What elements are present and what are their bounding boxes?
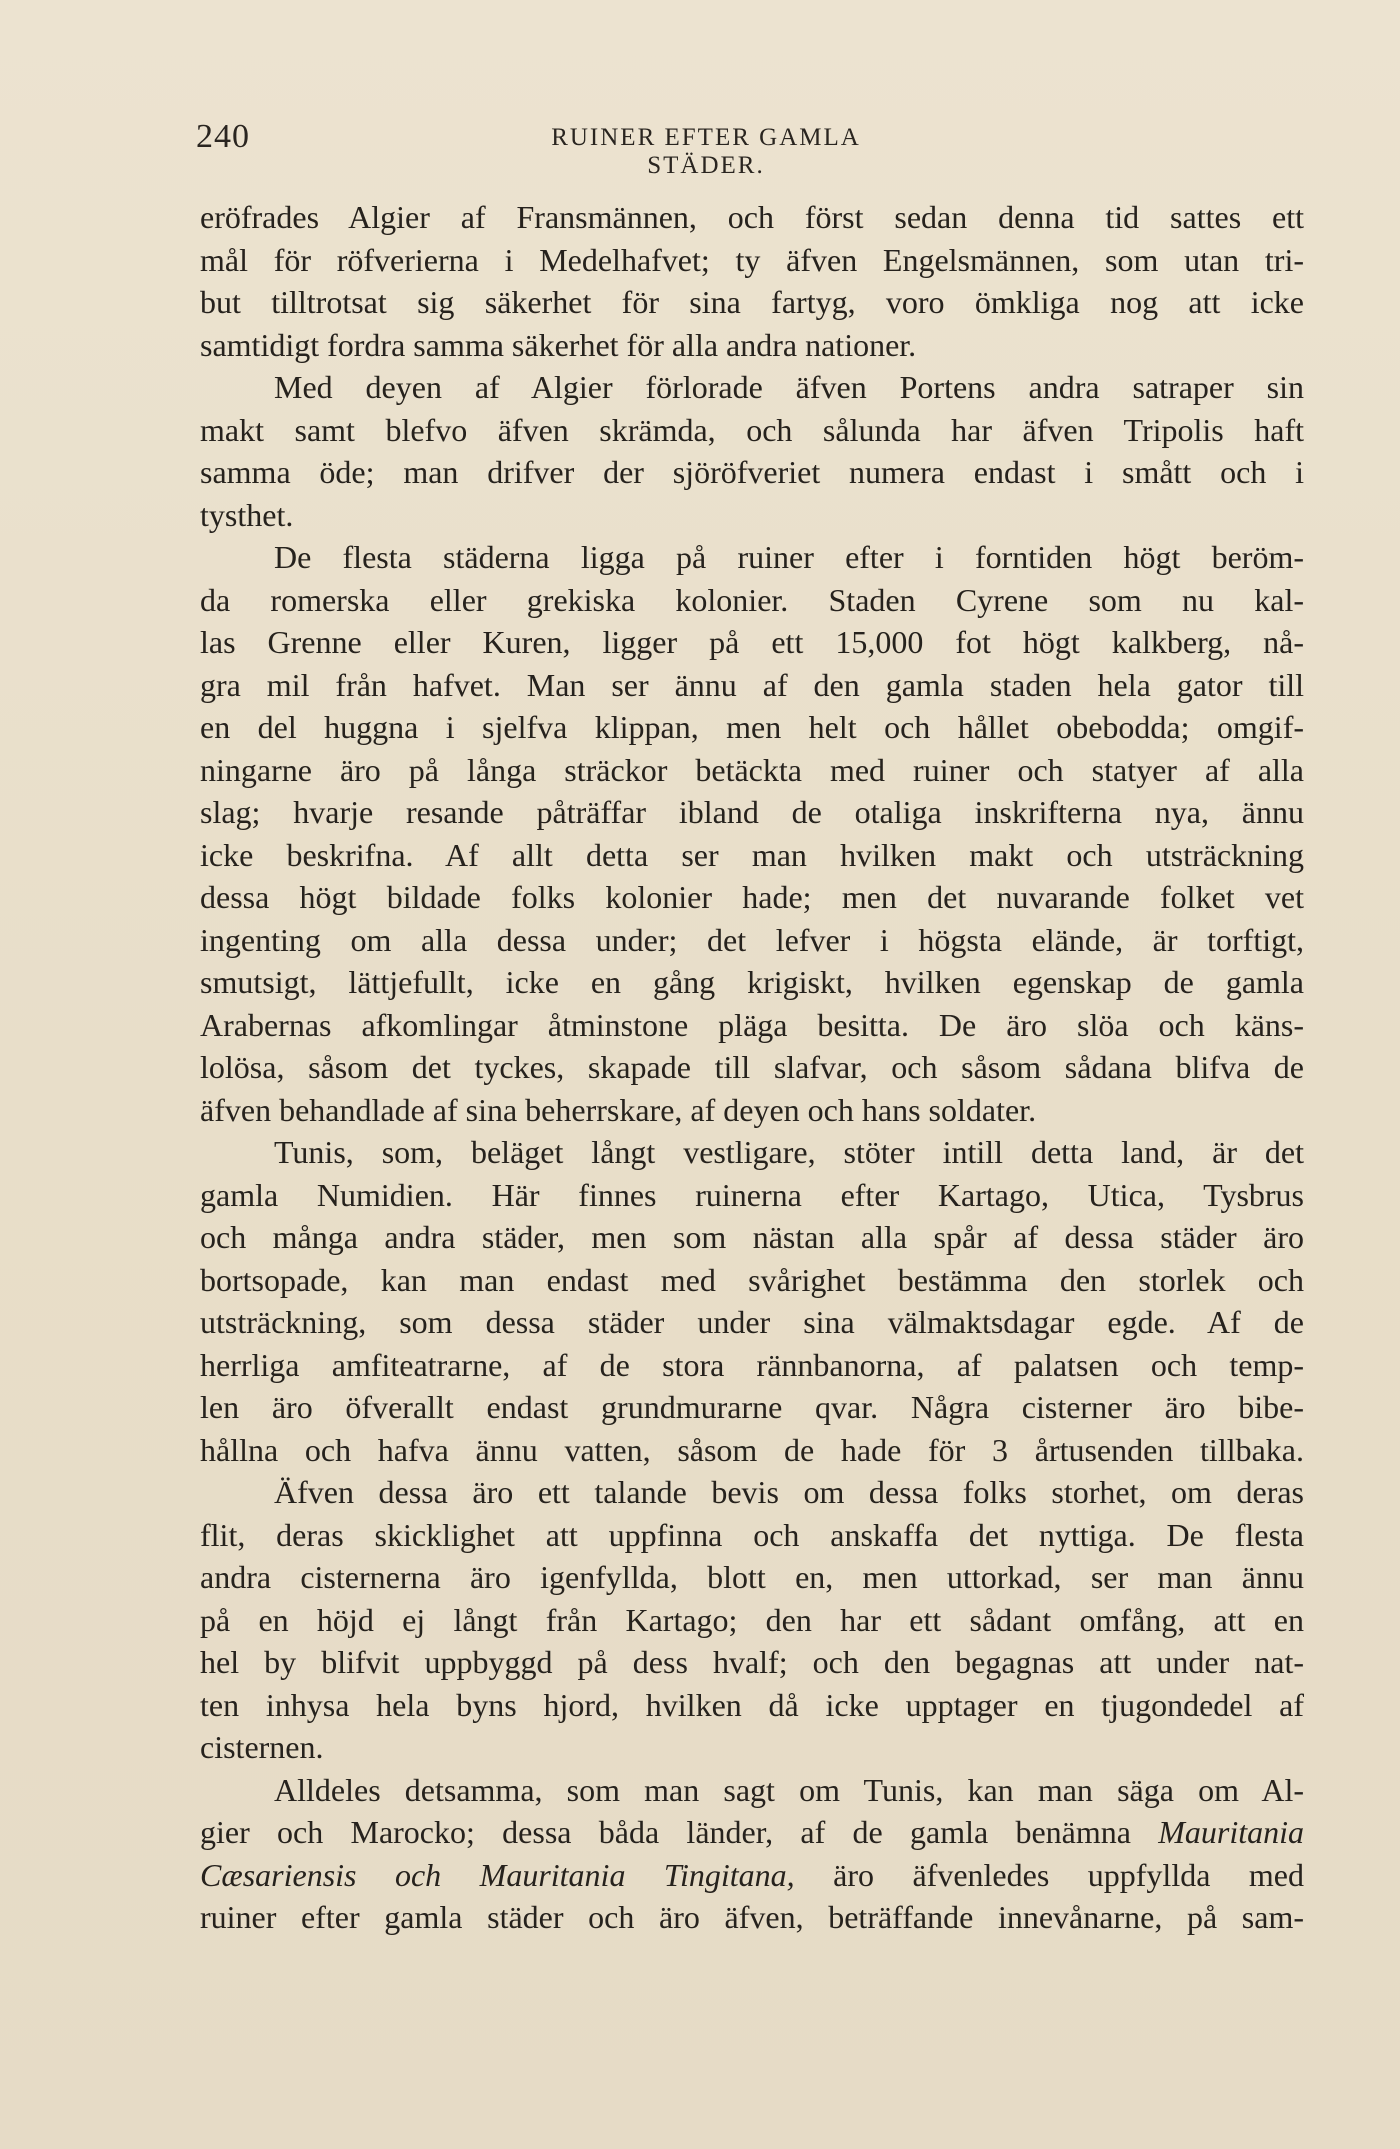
running-title: RUINER EFTER GAMLA STÄDER.	[551, 124, 861, 179]
text-line: flit, deras skicklighet att uppfinna och anskaffa det nyttiga. De flesta	[200, 1516, 1304, 1553]
text-line: herrliga amfiteatrarne, af de stora rännbanorna, af palatsen och temp-	[200, 1346, 1304, 1383]
paragraph-start-line: Äfven dessa äro ett talande bevis om dessa folks storhet, om deras	[274, 1474, 1304, 1510]
text-segment: gier och Marocko; dessa båda länder, af de gamla benämna	[200, 1814, 1159, 1850]
text-line: len äro öfverallt endast grundmurarne qvar. Några cisterner äro bibe-	[200, 1389, 1304, 1425]
text-line: ingenting om alla dessa under; det lefver i högsta elände, är torftigt,	[200, 921, 1304, 958]
text-line: mål för röfverierna i Medelhafvet; ty äfven Engelsmännen, som utan tri-	[200, 241, 1304, 278]
text-line: slag; hvarje resande påträffar ibland de otaliga inskrifterna nya, ännu	[200, 794, 1304, 830]
text-segment: äro äfvenledes uppfyllda med	[794, 1856, 1304, 1893]
text-line: utsträckning, som dessa städer under sina välmaktsdagar egde. Af de	[200, 1304, 1304, 1340]
text-line: smutsigt, lättjefullt, icke en gång krigiskt, hvilken egenskap de gamla	[200, 964, 1304, 1000]
text-line: but tilltrotsat sig säkerhet för sina fartyg, voro ömkliga nog att icke	[200, 284, 1304, 320]
text-line: da romerska eller grekiska kolonier. Staden Cyrene som nu kal-	[200, 581, 1304, 618]
text-line-with-italic	[200, 1811, 1304, 1854]
text-line: cisternen.	[200, 1729, 324, 1765]
body-text	[200, 196, 1304, 1939]
text-line: en del huggna i sjelfva klippan, men helt och hållet obebodda; omgif-	[200, 709, 1304, 745]
text-line: gra mil från hafvet. Man ser ännu af den gamla staden hela gator till	[200, 666, 1304, 703]
text-line: eröfrades Algier af Fransmännen, och först sedan denna tid sattes ett	[200, 199, 1304, 235]
paragraph-start-line: Tunis, som, beläget långt vestligare, stöter intill detta land, är det	[274, 1134, 1304, 1170]
text-line: äfven behandlade af sina beherrskare, af deyen och hans soldater.	[200, 1091, 1037, 1128]
italic-place-name: Mauritania	[1158, 1814, 1304, 1850]
text-line: lolösa, såsom det tyckes, skapade till slafvar, och såsom sådana blifva de	[200, 1049, 1304, 1085]
text-line: las Grenne eller Kuren, ligger på ett 15,000 fot högt kalkberg, nå-	[200, 624, 1304, 660]
text-line: samtidigt fordra samma säkerhet för alla andra nationer.	[200, 326, 917, 363]
text-line: ten inhysa hela byns hjord, hvilken då icke upptager en tjugondedel af	[200, 1686, 1304, 1723]
text-line: andra cisternerna äro igenfyllda, blott en, men uttorkad, ser man ännu	[200, 1559, 1304, 1595]
text-line: makt samt blefvo äfven skrämda, och sålunda har äfven Tripolis haft	[200, 411, 1304, 448]
text-line: hållna och hafva ännu vatten, såsom de hade för 3 årtusenden tillbaka.	[200, 1431, 1304, 1468]
text-line-with-italic	[200, 1854, 1304, 1897]
text-line: bortsopade, kan man endast med svårighet bestämma den storlek och	[200, 1261, 1304, 1298]
text-line: och många andra städer, men som nästan alla spår af dessa städer äro	[200, 1219, 1304, 1255]
text-line: ruiner efter gamla städer och äro äfven, beträffande innevånarne, på sam-	[200, 1899, 1304, 1935]
text-line: hel by blifvit uppbyggd på dess hvalf; och den begagnas att under nat-	[200, 1644, 1304, 1680]
italic-place-names: Cæsariensis och Mauritania Tingitana,	[200, 1856, 795, 1893]
text-line: samma öde; man drifver der sjöröfveriet numera endast i smått och i	[200, 454, 1304, 490]
paragraph-start-line: De flesta städerna ligga på ruiner efter i forntiden högt beröm-	[274, 539, 1304, 575]
text-line: på en höjd ej långt från Kartago; den har ett sådant omfång, att en	[200, 1601, 1304, 1638]
page-number: 240	[196, 118, 250, 155]
text-line: Arabernas afkomlingar åtminstone pläga besitta. De äro slöa och käns-	[200, 1006, 1304, 1043]
paragraph-start-line: Alldeles detsamma, som man sagt om Tunis, kan man säga om Al-	[274, 1771, 1304, 1808]
text-line: gamla Numidien. Här finnes ruinerna efter Kartago, Utica, Tysbrus	[200, 1176, 1304, 1213]
text-line: dessa högt bildade folks kolonier hade; men det nuvarande folket vet	[200, 879, 1304, 915]
text-line: tysthet.	[200, 496, 294, 533]
running-head	[196, 118, 1306, 179]
text-line: ningarne äro på långa sträckor betäckta med ruiner och statyer af alla	[200, 751, 1304, 788]
paragraph-start-line: Med deyen af Algier förlorade äfven Portens andra satraper sin	[274, 369, 1304, 405]
text-line: icke beskrifna. Af allt detta ser man hvilken makt och utsträckning	[200, 836, 1304, 873]
